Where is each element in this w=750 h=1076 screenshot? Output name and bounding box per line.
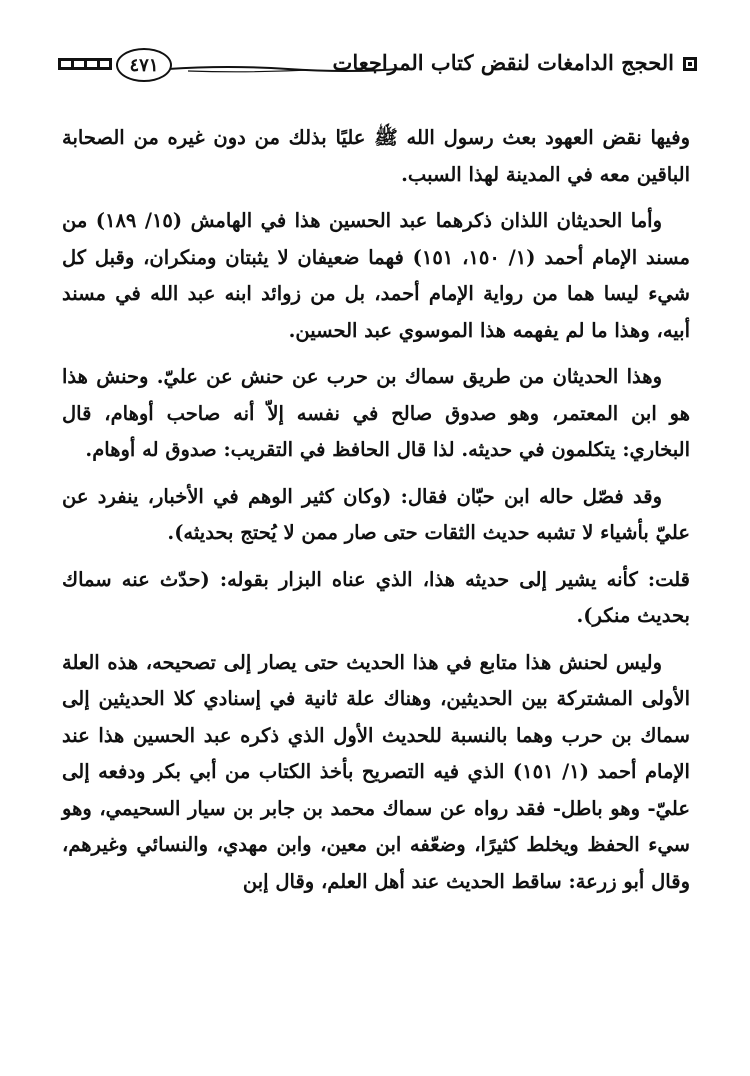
arabesque-ornament-icon	[682, 56, 698, 72]
arabesque-ornament-icon	[58, 56, 112, 72]
book-title: الحجج الدامغات لنقض كتاب المراجعات	[332, 50, 674, 75]
paragraph: وفيها نقض العهود بعث رسول الله ﷺ عليًا بذلك من دون غيره من الصحابة الباقين معه في المدينة لهذا السبب.	[62, 126, 690, 186]
paragraph: وأما الحديثان اللذان ذكرهما عبد الحسين هذا في الهامش (١٥/ ١٨٩) من مسند الإمام أحمد (١/ ١٥٠، ١٥١) فهما ضعيفان لا يثبتان ومنكران، وقبل كل شيء ليسا هما من رواية الإمام أحمد، بل من زوائد ابنه عبد الله في مسند أبيه، وهذا ما لم يفهمه هذا الموسوي عبد الحسين.	[62, 209, 690, 342]
paragraph: وهذا الحديثان من طريق سماك بن حرب عن حنش عن عليّ. وحنش هذا هو ابن المعتمر، وهو صدوق صالح في نفسه إلاّ أنه صاحب أوهام، قال البخاري: يتكلمون في حديثه. لذا قال الحافظ في التقريب: صدوق له أوهام.	[62, 365, 690, 461]
running-header	[58, 44, 698, 86]
paragraph: قلت: كأنه يشير إلى حديثه هذا، الذي عناه البزار بقوله: (حدّث عنه سماك بحديث منكر).	[62, 567, 690, 627]
page-number: ٤٧١	[116, 48, 172, 82]
decorative-rule-icon	[168, 64, 398, 74]
paragraph: وليس لحنش هذا متابع في هذا الحديث حتى يصار إلى تصحيحه، هذه العلة الأولى المشتركة بين الحديثين، وهناك علة ثانية في إسنادي كلا الحديثين إلى سماك بن حرب وهما بالنسبة للحديث الأول الذي ذكره عبد الحسين هذا عند الإمام أحمد (١/ ١٥١) الذي فيه التصريح بأخذ الكتاب من أبي بكر ودفعه إلى عليّ- وهو باطل- فقد رواه عن سماك محمد بن جابر بن سيار السحيمي، وهو سيء الحفظ ويخلط كثيرًا، وضعّفه ابن معين، وابن مهدي، والنسائي وغيرهم، وقال أبو زرعة: ساقط الحديث عند أهل العلم، وقال إبن	[62, 650, 690, 893]
paragraph: وقد فصّل حاله ابن حبّان فقال: (وكان كثير الوهم في الأخبار، ينفرد عن عليّ بأشياء لا تشبه حديث الثقات حتى صار ممن لا يُحتج بحديثه).	[62, 484, 690, 544]
page-body	[62, 120, 690, 910]
